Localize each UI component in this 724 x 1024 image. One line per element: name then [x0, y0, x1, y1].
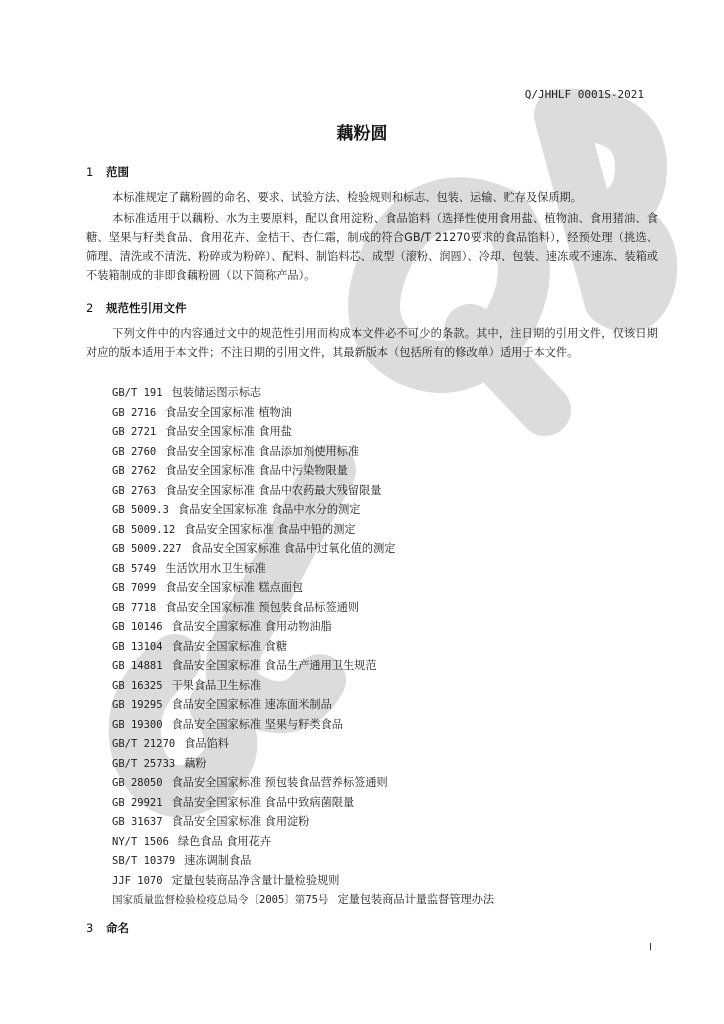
reference-title: 食品安全国家标准 食用淀粉: [171, 815, 310, 828]
normative-refs-intro: [86, 324, 658, 362]
reference-code: GB 14881: [112, 660, 163, 672]
reference-code: GB 10146: [112, 621, 163, 633]
reference-code: SB/T 10379: [112, 855, 176, 867]
reference-title: 定量包装商品净含量计量检验规则: [171, 873, 340, 887]
reference-item: [112, 617, 494, 637]
reference-code: NY/T 1506: [112, 835, 169, 848]
reference-code: 国家质量监督检验检疫总局令〔2005〕第75号: [112, 894, 329, 906]
reference-title: 包装储运图示标志: [171, 386, 262, 399]
reference-title: 绿色食品 食用花卉: [177, 834, 271, 848]
reference-item: [112, 442, 494, 462]
section-number: 3: [86, 921, 94, 935]
reference-title: 食品安全国家标准 预包装食品标签通则: [165, 600, 360, 614]
reference-item: [112, 871, 494, 891]
reference-code: GB 31637: [112, 816, 163, 828]
scope-paragraph-2: [86, 209, 658, 285]
section-number: 1: [86, 165, 94, 179]
section-title: 规范性引用文件: [106, 301, 187, 315]
reference-item: [112, 481, 494, 501]
reference-item: [112, 500, 494, 520]
reference-item: [112, 851, 494, 871]
reference-item: [112, 578, 494, 598]
reference-code: GB 28050: [112, 777, 163, 789]
reference-item: [112, 734, 494, 754]
reference-title: 食品安全国家标准 糕点面包: [165, 581, 304, 594]
reference-title: 食品安全国家标准 坚果与籽类食品: [171, 717, 343, 731]
reference-item: [112, 559, 494, 579]
reference-title: 食品安全国家标准 食品中污染物限量: [165, 464, 348, 477]
reference-code: GB/T 25733: [112, 757, 176, 770]
reference-item: [112, 695, 494, 715]
reference-item: [112, 403, 494, 423]
section-normative-refs-heading: [86, 300, 187, 316]
reference-code: GB 5009.227: [112, 543, 182, 555]
reference-title: 食品安全国家标准 食品中致病菌限量: [171, 795, 355, 809]
reference-title: 食品安全国家标准 食品中铅的测定: [184, 522, 356, 536]
section-title: 范围: [106, 165, 129, 179]
section-title: 命名: [106, 921, 129, 935]
reference-code: GB 2721: [112, 426, 157, 438]
reference-code: GB 7718: [112, 601, 157, 614]
reference-code: GB 7099: [112, 582, 157, 594]
reference-code: GB 19295: [112, 699, 163, 711]
section-number: 2: [86, 301, 94, 315]
reference-item: [112, 812, 494, 832]
paragraph-text: 下列文件中的内容通过文中的规范性引用而构成本文件必不可少的条款。其中，注日期的引用文件，仅该日期对应的版本适用于本文件；不注日期的引用文件，其最新版本（包括所有的修改单）适用于本文件。: [86, 327, 658, 359]
standard-code: Q/JHHLF 0001S-2021: [524, 88, 644, 101]
reference-item: [112, 656, 494, 676]
reference-item: [112, 539, 494, 559]
reference-title: 食品馅料: [184, 737, 229, 750]
reference-code: GB 16325: [112, 679, 163, 692]
reference-item: [112, 676, 494, 696]
reference-code: GB 2760: [112, 445, 157, 458]
reference-title: 食品安全国家标准 食糖: [171, 639, 288, 653]
reference-code: GB 5009.12: [112, 523, 176, 536]
section-naming-heading: [86, 920, 129, 936]
reference-code: GB 2716: [112, 406, 157, 419]
scope-paragraph-1: [86, 188, 658, 207]
reference-code: GB/T 21270: [112, 738, 176, 750]
reference-item: [112, 637, 494, 657]
reference-title: 食品安全国家标准 植物油: [165, 405, 292, 419]
reference-item: [112, 773, 494, 793]
reference-title: 藕粉: [184, 756, 207, 770]
reference-title: 干果食品卫生标准: [171, 678, 262, 692]
reference-code: GB 2762: [112, 465, 157, 477]
document-title: 藕粉圆: [336, 124, 388, 144]
reference-item: [112, 383, 494, 403]
reference-code: JJF 1070: [112, 874, 163, 887]
reference-list: [112, 383, 494, 910]
reference-title: 食品安全国家标准 预包装食品营养标签通则: [171, 776, 388, 789]
paragraph-text: 本标准规定了藕粉圆的命名、要求、试验方法、检验规则和标志、包装、运输、贮存及保质期。: [112, 191, 582, 204]
reference-title: 食品安全国家标准 食品中水分的测定: [177, 503, 361, 516]
reference-item: [112, 793, 494, 813]
reference-title: 食品安全国家标准 食用盐: [165, 425, 292, 438]
reference-title: 食品安全国家标准 食品中农药最大残留限量: [165, 483, 382, 497]
reference-code: GB 5749: [112, 562, 157, 575]
reference-title: 食品安全国家标准 食品中过氧化值的测定: [190, 542, 396, 555]
reference-title: 食品安全国家标准 食品添加剂使用标准: [165, 444, 360, 458]
reference-item: [112, 890, 494, 910]
reference-title: 食品安全国家标准 速冻面米制品: [171, 698, 332, 711]
reference-title: 定量包装商品计量监督管理办法: [337, 893, 495, 906]
reference-code: GB 2763: [112, 484, 157, 497]
reference-item: [112, 520, 494, 540]
reference-item: [112, 461, 494, 481]
section-scope-heading: [86, 164, 129, 180]
reference-title: 生活饮用水卫生标准: [165, 561, 266, 575]
reference-code: GB 13104: [112, 640, 163, 653]
reference-code: GB 19300: [112, 718, 163, 731]
reference-code: GB 29921: [112, 796, 163, 809]
reference-item: [112, 422, 494, 442]
reference-item: [112, 754, 494, 774]
page-number: I: [649, 942, 652, 953]
paragraph-text: 本标准适用于以藕粉、水为主要原料，配以食用淀粉、食品馅料（选择性使用食用盐、植物油、食用猪油、食糖、坚果与籽类食品、食用花卉、金桔干、杏仁霜，制成的符合GB/T 21270要求的食品馅料），经预处理（挑选、筛理、清洗或不清洗、粉碎或为粉碎）、配料、制馅料芯、成型（滚粉、润圆）、冷却、包装、速冻或不速冻、装箱或不装箱制成的非即食藕粉圆（以下简称产品）。: [86, 212, 658, 282]
reference-title: 速冻调制食品: [184, 854, 252, 867]
reference-item: [112, 832, 494, 852]
reference-item: [112, 598, 494, 618]
reference-code: GB/T 191: [112, 387, 163, 399]
reference-code: GB 5009.3: [112, 504, 169, 516]
reference-title: 食品安全国家标准 食用动物油脂: [171, 620, 332, 633]
reference-item: [112, 715, 494, 735]
reference-title: 食品安全国家标准 食品生产通用卫生规范: [171, 659, 377, 672]
